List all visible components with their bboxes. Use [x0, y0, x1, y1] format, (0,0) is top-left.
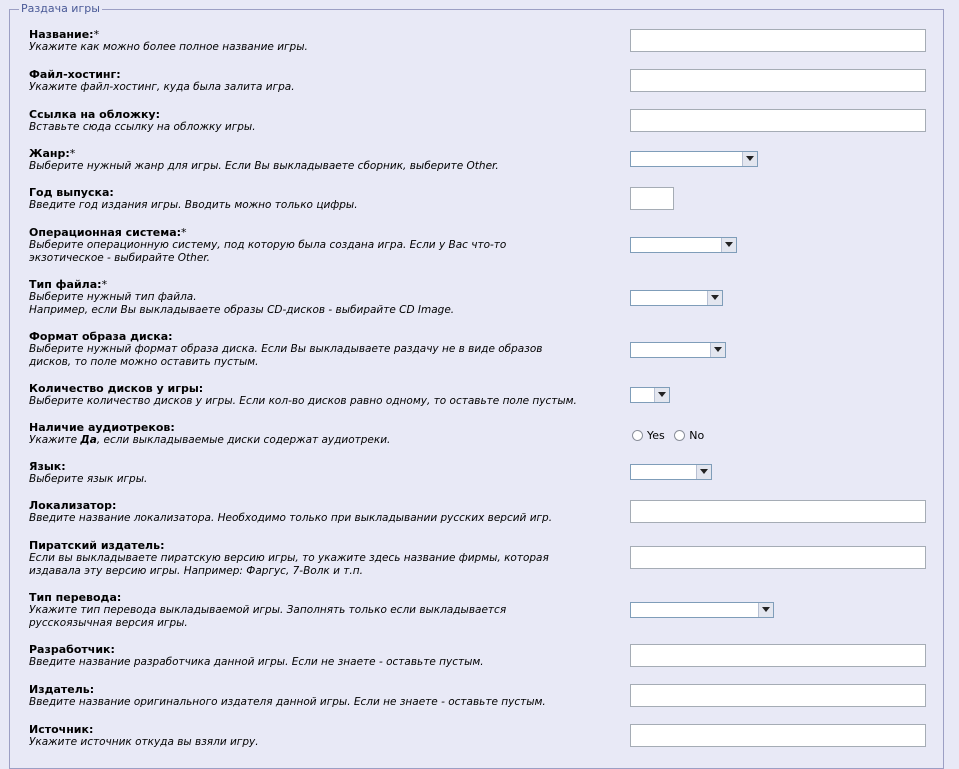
hosting-label: Файл-хостинг:: [29, 68, 121, 81]
chevron-down-icon[interactable]: [710, 343, 725, 357]
audio-no-option[interactable]: [674, 429, 704, 442]
language-select[interactable]: [630, 464, 712, 480]
chevron-down-icon[interactable]: [707, 291, 722, 305]
pirate-input[interactable]: [630, 546, 926, 569]
field-genre: [29, 147, 639, 173]
audio-no-label[interactable]: No: [689, 429, 705, 442]
audio-label: Наличие аудиотреков:: [29, 421, 175, 434]
field-developer: [29, 643, 639, 669]
imageformat-select[interactable]: [630, 342, 726, 358]
radio-icon[interactable]: [632, 430, 643, 441]
disks-desc: Выберите количество дисков у игры. Если кол-во дисков равно одному, то оставьте поле пустым.: [29, 395, 577, 407]
publisher-label: Издатель:: [29, 683, 95, 696]
year-desc: Введите год издания игры. Вводить можно только цифры.: [29, 199, 358, 211]
translation-label: Тип перевода:: [29, 591, 122, 604]
os-desc-line2: экзотическое - выбирайте Other.: [29, 252, 210, 264]
imageformat-desc-line2: дисков, то поле можно оставить пустым.: [29, 356, 259, 368]
language-desc: Выберите язык игры.: [29, 473, 148, 485]
os-desc-line1: Выберите операционную систему, под которую была создана игра. Если у Вас что-то: [29, 239, 507, 251]
field-disks: [29, 382, 639, 408]
field-name: [29, 28, 639, 54]
audio-yes-label[interactable]: Yes: [647, 429, 665, 442]
required-mark: *: [69, 147, 76, 160]
source-input[interactable]: [630, 724, 926, 747]
translation-select[interactable]: [630, 602, 774, 618]
chevron-down-icon[interactable]: [696, 465, 711, 479]
disks-select[interactable]: [630, 387, 670, 403]
cover-label: Ссылка на обложку:: [29, 108, 161, 121]
chevron-down-icon[interactable]: [742, 152, 757, 166]
cover-input[interactable]: [630, 109, 926, 132]
cover-desc: Вставьте сюда ссылку на обложку игры.: [29, 121, 256, 133]
field-pirate: [29, 539, 639, 578]
audio-desc-bold: Да: [80, 434, 97, 446]
fieldset-legend: Раздача игры: [21, 2, 100, 15]
field-translation: [29, 591, 639, 630]
filetype-desc-line2: Например, если Вы выкладываете образы CD-дисков - выбирайте CD Image.: [29, 304, 455, 316]
field-publisher: [29, 683, 639, 709]
required-mark: *: [181, 226, 187, 239]
chevron-down-icon[interactable]: [721, 238, 736, 252]
translation-desc-line2: русскоязычная версия игры.: [29, 617, 188, 629]
filetype-label: Тип файла:: [29, 278, 102, 291]
field-localizer: [29, 499, 639, 525]
disks-label: Количество дисков у игры:: [29, 382, 204, 395]
field-filetype: [29, 278, 639, 317]
field-imageformat: [29, 330, 639, 369]
imageformat-label: Формат образа диска:: [29, 330, 173, 343]
filetype-select[interactable]: [630, 290, 723, 306]
year-label: Год выпуска:: [29, 186, 114, 199]
field-source: [29, 723, 639, 749]
required-mark: *: [93, 28, 100, 41]
developer-desc: Введите название разработчика данной игры. Если не знаете - оставьте пустым.: [29, 656, 484, 668]
pirate-desc-line2: издавала эту версию игры. Например: Фаргус, 7-Волк и т.п.: [29, 565, 363, 577]
imageformat-desc-line1: Выберите нужный формат образа диска. Если Вы выкладываете раздачу не в виде образов: [29, 343, 543, 355]
year-input[interactable]: [630, 187, 674, 210]
radio-icon[interactable]: [674, 430, 685, 441]
field-language: [29, 460, 639, 486]
source-desc: Укажите источник откуда вы взяли игру.: [29, 736, 259, 748]
developer-label: Разработчик:: [29, 643, 115, 656]
publisher-input[interactable]: [630, 684, 926, 707]
audio-yes-option[interactable]: [632, 429, 665, 442]
source-label: Источник:: [29, 723, 94, 736]
name-desc: Укажите как можно более полное название игры.: [29, 41, 308, 53]
name-label: Название:: [29, 28, 94, 41]
name-input[interactable]: [630, 29, 926, 52]
localizer-label: Локализатор:: [29, 499, 117, 512]
hosting-desc: Укажите файл-хостинг, куда была залита игра.: [29, 81, 295, 93]
audio-radio-group: [632, 429, 710, 444]
audio-desc-pre: Укажите: [29, 434, 81, 446]
developer-input[interactable]: [630, 644, 926, 667]
pirate-label: Пиратский издатель:: [29, 539, 165, 552]
required-mark: *: [101, 278, 108, 291]
filetype-desc-line1: Выберите нужный тип файла.: [29, 291, 197, 303]
os-label: Операционная система:: [29, 226, 182, 239]
genre-label: Жанр:: [29, 147, 70, 160]
field-audio: [29, 421, 639, 447]
field-cover: [29, 108, 639, 134]
audio-desc-post: , если выкладываемые диски содержат аудиотреки.: [96, 434, 391, 446]
localizer-input[interactable]: [630, 500, 926, 523]
field-os: [29, 226, 639, 265]
chevron-down-icon[interactable]: [758, 603, 773, 617]
translation-desc-line1: Укажите тип перевода выкладываемой игры. Заполнять только если выкладывается: [29, 604, 507, 616]
language-label: Язык:: [29, 460, 66, 473]
chevron-down-icon[interactable]: [654, 388, 669, 402]
field-year: [29, 186, 639, 212]
genre-desc: Выберите нужный жанр для игры. Если Вы выкладываете сборник, выберите Other.: [29, 160, 499, 172]
genre-select[interactable]: [630, 151, 758, 167]
publisher-desc: Введите название оригинального издателя данной игры. Если не знаете - оставьте пустым.: [29, 696, 546, 708]
localizer-desc: Введите название локализатора. Необходимо только при выкладывании русских версий игр.: [29, 512, 553, 524]
os-select[interactable]: [630, 237, 737, 253]
hosting-input[interactable]: [630, 69, 926, 92]
pirate-desc-line1: Если вы выкладываете пиратскую версию игры, то укажите здесь название фирмы, которая: [29, 552, 549, 564]
field-hosting: [29, 68, 639, 94]
